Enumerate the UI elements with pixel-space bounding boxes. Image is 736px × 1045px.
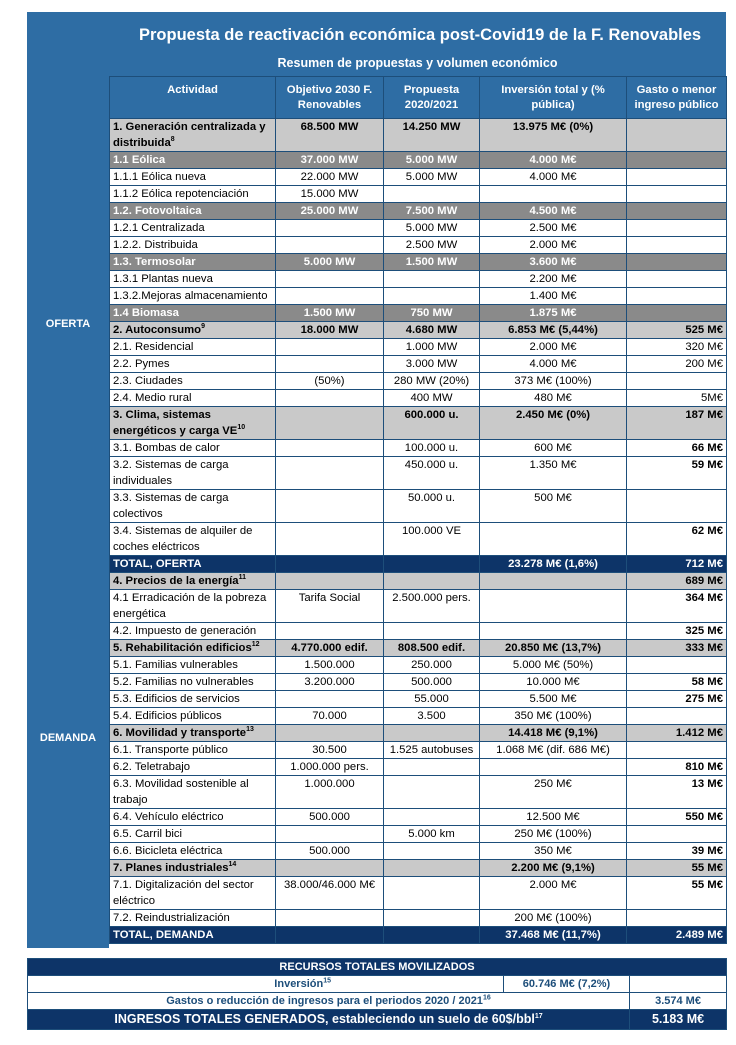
gasto-cell: 550 M€ bbox=[627, 809, 727, 826]
table-row bbox=[110, 440, 727, 457]
actividad-cell: 6.5. Carril bici bbox=[110, 826, 276, 843]
objetivo-cell: 22.000 MW bbox=[276, 169, 384, 186]
gasto-cell: 66 M€ bbox=[627, 440, 727, 457]
resources-header-row bbox=[28, 959, 727, 976]
objetivo-cell: 25.000 MW bbox=[276, 203, 384, 220]
table-row bbox=[110, 590, 727, 623]
propuesta-cell: 600.000 u. bbox=[384, 407, 480, 440]
actividad-cell: 6.2. Teletrabajo bbox=[110, 759, 276, 776]
table-row bbox=[110, 691, 727, 708]
propuesta-cell bbox=[384, 623, 480, 640]
table-row bbox=[110, 657, 727, 674]
propuesta-cell: 400 MW bbox=[384, 390, 480, 407]
propuesta-cell: 7.500 MW bbox=[384, 203, 480, 220]
objetivo-cell: 3.200.000 bbox=[276, 674, 384, 691]
propuesta-cell bbox=[384, 860, 480, 877]
gasto-cell: 5M€ bbox=[627, 390, 727, 407]
inversion-cell: 2.500 M€ bbox=[480, 220, 627, 237]
actividad-cell: 1.3.1 Plantas nueva bbox=[110, 271, 276, 288]
propuesta-cell: 50.000 u. bbox=[384, 490, 480, 523]
objetivo-cell bbox=[276, 927, 384, 944]
summary-table bbox=[109, 76, 727, 944]
propuesta-cell: 280 MW (20%) bbox=[384, 373, 480, 390]
propuesta-cell: 100.000 VE bbox=[384, 523, 480, 556]
propuesta-cell: 3.000 MW bbox=[384, 356, 480, 373]
gasto-cell bbox=[627, 910, 727, 927]
inversion-cell: 6.853 M€ (5,44%) bbox=[480, 322, 627, 339]
inversion-cell bbox=[480, 573, 627, 590]
inversion-cell: 4.000 M€ bbox=[480, 356, 627, 373]
inversion-cell bbox=[480, 523, 627, 556]
propuesta-cell bbox=[384, 910, 480, 927]
inversion-cell: 2.200 M€ bbox=[480, 271, 627, 288]
actividad-cell: 1.1.2 Eólica repotenciación bbox=[110, 186, 276, 203]
table-row bbox=[110, 186, 727, 203]
objetivo-cell: 68.500 MW bbox=[276, 119, 384, 152]
table-row bbox=[110, 169, 727, 186]
propuesta-cell: 3.500 bbox=[384, 708, 480, 725]
table-row bbox=[110, 776, 727, 809]
gasto-cell bbox=[627, 305, 727, 322]
table-row bbox=[110, 288, 727, 305]
gasto-cell: 364 M€ bbox=[627, 590, 727, 623]
inversion-cell: 4.000 M€ bbox=[480, 169, 627, 186]
inversion-cell: 250 M€ (100%) bbox=[480, 826, 627, 843]
actividad-cell: 7.2. Reindustrialización bbox=[110, 910, 276, 927]
inversion-value: 60.746 M€ (7,2%) bbox=[504, 976, 630, 993]
actividad-cell: 1.4 Biomasa bbox=[110, 305, 276, 322]
objetivo-cell: 15.000 MW bbox=[276, 186, 384, 203]
gasto-cell: 55 M€ bbox=[627, 860, 727, 877]
objetivo-cell: 1.000.000 bbox=[276, 776, 384, 809]
propuesta-cell bbox=[384, 877, 480, 910]
objetivo-cell bbox=[276, 220, 384, 237]
inversion-cell: 2.200 M€ (9,1%) bbox=[480, 860, 627, 877]
inversion-cell: 23.278 M€ (1,6%) bbox=[480, 556, 627, 573]
actividad-cell: 5. Rehabilitación edificios$^{12}$ bbox=[110, 640, 276, 657]
gasto-cell: 712 M€ bbox=[627, 556, 727, 573]
table-row bbox=[110, 152, 727, 169]
actividad-cell: 1.1.1 Eólica nueva bbox=[110, 169, 276, 186]
actividad-cell: 6.1. Transporte público bbox=[110, 742, 276, 759]
propuesta-cell: 2.500.000 pers. bbox=[384, 590, 480, 623]
objetivo-cell bbox=[276, 457, 384, 490]
propuesta-cell bbox=[384, 556, 480, 573]
table-row bbox=[110, 305, 727, 322]
table-row bbox=[110, 623, 727, 640]
table-row bbox=[110, 573, 727, 590]
objetivo-cell: 500.000 bbox=[276, 809, 384, 826]
propuesta-cell: 1.525 autobuses bbox=[384, 742, 480, 759]
actividad-cell: 1.3. Termosolar bbox=[110, 254, 276, 271]
gasto-cell bbox=[627, 169, 727, 186]
objetivo-cell bbox=[276, 356, 384, 373]
objetivo-cell: 30.500 bbox=[276, 742, 384, 759]
objetivo-cell: 1.500 MW bbox=[276, 305, 384, 322]
objetivo-cell bbox=[276, 910, 384, 927]
objetivo-cell: (50%) bbox=[276, 373, 384, 390]
propuesta-cell: 55.000 bbox=[384, 691, 480, 708]
table-row bbox=[110, 910, 727, 927]
inversion-cell: 2.000 M€ bbox=[480, 339, 627, 356]
table-row bbox=[110, 237, 727, 254]
actividad-cell: 7. Planes industriales$^{14}$ bbox=[110, 860, 276, 877]
inversion-cell: 2.000 M€ bbox=[480, 237, 627, 254]
actividad-cell: 1.2.2. Distribuida bbox=[110, 237, 276, 254]
inversion-cell: 600 M€ bbox=[480, 440, 627, 457]
actividad-cell: 6. Movilidad y transporte$^{13}$ bbox=[110, 725, 276, 742]
inversion-cell: 200 M€ (100%) bbox=[480, 910, 627, 927]
table-row bbox=[110, 843, 727, 860]
actividad-cell: TOTAL, OFERTA bbox=[110, 556, 276, 573]
gasto-cell bbox=[627, 657, 727, 674]
sidebar-band bbox=[27, 12, 109, 948]
inversion-cell: 373 M€ (100%) bbox=[480, 373, 627, 390]
actividad-cell: 3.3. Sistemas de carga colectivos bbox=[110, 490, 276, 523]
table-row bbox=[110, 708, 727, 725]
header-gasto: Gasto o menor ingreso público bbox=[627, 77, 727, 119]
propuesta-cell: 5.000 MW bbox=[384, 220, 480, 237]
objetivo-cell: 500.000 bbox=[276, 843, 384, 860]
gasto-cell bbox=[627, 373, 727, 390]
table-row bbox=[110, 759, 727, 776]
table-row bbox=[110, 556, 727, 573]
propuesta-cell: 1.500 MW bbox=[384, 254, 480, 271]
gasto-cell bbox=[627, 220, 727, 237]
inversion-label: Inversión$^{15}$ bbox=[28, 976, 504, 993]
resources-summary bbox=[27, 958, 726, 1030]
table-header-row bbox=[110, 77, 727, 119]
propuesta-cell: 100.000 u. bbox=[384, 440, 480, 457]
propuesta-cell: 5.000 km bbox=[384, 826, 480, 843]
table-row bbox=[110, 877, 727, 910]
objetivo-cell bbox=[276, 440, 384, 457]
table-row bbox=[110, 407, 727, 440]
actividad-cell: 2.3. Ciudades bbox=[110, 373, 276, 390]
gasto-cell: 200 M€ bbox=[627, 356, 727, 373]
propuesta-cell: 808.500 edif. bbox=[384, 640, 480, 657]
gasto-cell bbox=[627, 152, 727, 169]
gasto-cell bbox=[627, 254, 727, 271]
gasto-cell bbox=[627, 826, 727, 843]
table-row bbox=[110, 742, 727, 759]
inversion-cell: 500 M€ bbox=[480, 490, 627, 523]
objetivo-cell bbox=[276, 407, 384, 440]
gasto-cell: 39 M€ bbox=[627, 843, 727, 860]
objetivo-cell: 5.000 MW bbox=[276, 254, 384, 271]
actividad-cell: 5.3. Edificios de servicios bbox=[110, 691, 276, 708]
inversion-cell: 350 M€ (100%) bbox=[480, 708, 627, 725]
inversion-cell: 2.450 M€ (0%) bbox=[480, 407, 627, 440]
table-row bbox=[110, 826, 727, 843]
gasto-cell: 320 M€ bbox=[627, 339, 727, 356]
propuesta-cell: 250.000 bbox=[384, 657, 480, 674]
propuesta-cell: 450.000 u. bbox=[384, 457, 480, 490]
objetivo-cell bbox=[276, 523, 384, 556]
table-row bbox=[110, 220, 727, 237]
table-row bbox=[110, 523, 727, 556]
actividad-cell: 5.1. Familias vulnerables bbox=[110, 657, 276, 674]
objetivo-cell: 1.000.000 pers. bbox=[276, 759, 384, 776]
actividad-cell: 1.2.1 Centralizada bbox=[110, 220, 276, 237]
gasto-cell: 55 M€ bbox=[627, 877, 727, 910]
ingresos-label: INGRESOS TOTALES GENERADOS, estableciendo un suelo de 60$/bbl$^{17}$ bbox=[28, 1010, 630, 1030]
gasto-cell: 325 M€ bbox=[627, 623, 727, 640]
gasto-cell bbox=[627, 119, 727, 152]
propuesta-cell bbox=[384, 927, 480, 944]
gasto-cell: 58 M€ bbox=[627, 674, 727, 691]
propuesta-cell bbox=[384, 186, 480, 203]
gasto-cell: 525 M€ bbox=[627, 322, 727, 339]
gasto-cell: 1.412 M€ bbox=[627, 725, 727, 742]
actividad-cell: 4. Precios de la energía$^{11}$ bbox=[110, 573, 276, 590]
actividad-cell: 1. Generación centralizada y distribuida$^8$ bbox=[110, 119, 276, 152]
inversion-cell: 37.468 M€ (11,7%) bbox=[480, 927, 627, 944]
actividad-cell: 3.1. Bombas de calor bbox=[110, 440, 276, 457]
propuesta-cell bbox=[384, 573, 480, 590]
objetivo-cell bbox=[276, 725, 384, 742]
gasto-cell bbox=[627, 271, 727, 288]
inversion-cell bbox=[480, 590, 627, 623]
gasto-cell: 187 M€ bbox=[627, 407, 727, 440]
actividad-cell: 3.4. Sistemas de alquiler de coches eléctricos bbox=[110, 523, 276, 556]
inversion-cell: 5.500 M€ bbox=[480, 691, 627, 708]
inversion-cell bbox=[480, 759, 627, 776]
inversion-cell: 350 M€ bbox=[480, 843, 627, 860]
actividad-cell: 5.4. Edificios públicos bbox=[110, 708, 276, 725]
objetivo-cell bbox=[276, 623, 384, 640]
table-row bbox=[110, 725, 727, 742]
propuesta-cell: 1.000 MW bbox=[384, 339, 480, 356]
propuesta-cell: 2.500 MW bbox=[384, 237, 480, 254]
objetivo-cell bbox=[276, 573, 384, 590]
propuesta-cell bbox=[384, 843, 480, 860]
table-row bbox=[110, 927, 727, 944]
page-title: Propuesta de reactivación económica post-Covid19 de la F. Renovables bbox=[139, 26, 702, 44]
actividad-cell: TOTAL, DEMANDA bbox=[110, 927, 276, 944]
demanda-label: DEMANDA bbox=[39, 732, 97, 744]
gasto-cell bbox=[627, 490, 727, 523]
actividad-cell: 1.3.2.Mejoras almacenamiento bbox=[110, 288, 276, 305]
actividad-cell: 3.2. Sistemas de carga individuales bbox=[110, 457, 276, 490]
actividad-cell: 5.2. Familias no vulnerables bbox=[110, 674, 276, 691]
inversion-cell: 4.000 M€ bbox=[480, 152, 627, 169]
inversion-cell: 4.500 M€ bbox=[480, 203, 627, 220]
inversion-empty bbox=[630, 976, 727, 993]
inversion-cell: 13.975 M€ (0%) bbox=[480, 119, 627, 152]
gasto-cell bbox=[627, 237, 727, 254]
inversion-cell: 12.500 M€ bbox=[480, 809, 627, 826]
table-row bbox=[110, 490, 727, 523]
objetivo-cell bbox=[276, 556, 384, 573]
propuesta-cell bbox=[384, 759, 480, 776]
objetivo-cell: 38.000/46.000 M€ bbox=[276, 877, 384, 910]
objetivo-cell bbox=[276, 691, 384, 708]
actividad-cell: 6.3. Movilidad sostenible al trabajo bbox=[110, 776, 276, 809]
gastos-label: Gastos o reducción de ingresos para el periodos 2020 / 2021$^{16}$ bbox=[28, 993, 630, 1010]
table-row bbox=[110, 322, 727, 339]
table-row bbox=[110, 809, 727, 826]
propuesta-cell bbox=[384, 776, 480, 809]
gasto-cell: 62 M€ bbox=[627, 523, 727, 556]
oferta-label: OFERTA bbox=[45, 318, 91, 330]
table-row bbox=[110, 254, 727, 271]
propuesta-cell: 500.000 bbox=[384, 674, 480, 691]
gasto-cell: 810 M€ bbox=[627, 759, 727, 776]
gasto-cell bbox=[627, 288, 727, 305]
propuesta-cell bbox=[384, 725, 480, 742]
table-row bbox=[110, 119, 727, 152]
table-row bbox=[110, 860, 727, 877]
inversion-cell bbox=[480, 186, 627, 203]
table-row bbox=[110, 271, 727, 288]
objetivo-cell: Tarifa Social bbox=[276, 590, 384, 623]
header-propuesta: Propuesta 2020/2021 bbox=[384, 77, 480, 119]
inversion-cell: 1.875 M€ bbox=[480, 305, 627, 322]
objetivo-cell: 37.000 MW bbox=[276, 152, 384, 169]
inversion-cell: 10.000 M€ bbox=[480, 674, 627, 691]
header-actividad: Actividad bbox=[110, 77, 276, 119]
gasto-cell: 333 M€ bbox=[627, 640, 727, 657]
actividad-cell: 1.1 Eólica bbox=[110, 152, 276, 169]
table-row bbox=[110, 390, 727, 407]
objetivo-cell bbox=[276, 271, 384, 288]
actividad-cell: 7.1. Digitalización del sector eléctrico bbox=[110, 877, 276, 910]
gastos-value: 3.574 M€ bbox=[630, 993, 727, 1010]
actividad-cell: 6.6. Bicicleta eléctrica bbox=[110, 843, 276, 860]
actividad-cell: 4.2. Impuesto de generación bbox=[110, 623, 276, 640]
table-row bbox=[110, 674, 727, 691]
actividad-cell: 2. Autoconsumo$^9$ bbox=[110, 322, 276, 339]
table-row bbox=[110, 356, 727, 373]
ingresos-value: 5.183 M€ bbox=[630, 1010, 727, 1030]
objetivo-cell bbox=[276, 490, 384, 523]
page-subtitle: Resumen de propuestas y volumen económico bbox=[277, 56, 558, 70]
gasto-cell bbox=[627, 742, 727, 759]
gasto-cell bbox=[627, 186, 727, 203]
inversion-cell: 1.400 M€ bbox=[480, 288, 627, 305]
actividad-cell: 2.1. Residencial bbox=[110, 339, 276, 356]
objetivo-cell bbox=[276, 826, 384, 843]
actividad-cell: 2.2. Pymes bbox=[110, 356, 276, 373]
table-row bbox=[110, 203, 727, 220]
table-row bbox=[110, 373, 727, 390]
propuesta-cell bbox=[384, 288, 480, 305]
resources-header: RECURSOS TOTALES MOVILIZADOS bbox=[28, 959, 727, 976]
objetivo-cell bbox=[276, 390, 384, 407]
ingresos-row bbox=[28, 1010, 727, 1030]
objetivo-cell: 1.500.000 bbox=[276, 657, 384, 674]
actividad-cell: 2.4. Medio rural bbox=[110, 390, 276, 407]
objetivo-cell: 18.000 MW bbox=[276, 322, 384, 339]
table-row bbox=[110, 339, 727, 356]
gasto-cell bbox=[627, 203, 727, 220]
inversion-cell: 480 M€ bbox=[480, 390, 627, 407]
actividad-cell: 3. Clima, sistemas energéticos y carga VE$^{10}$ bbox=[110, 407, 276, 440]
propuesta-cell: 5.000 MW bbox=[384, 152, 480, 169]
table-row bbox=[110, 457, 727, 490]
inversion-cell: 14.418 M€ (9,1%) bbox=[480, 725, 627, 742]
gasto-cell: 275 M€ bbox=[627, 691, 727, 708]
inversion-cell bbox=[480, 623, 627, 640]
objetivo-cell bbox=[276, 860, 384, 877]
actividad-cell: 1.2. Fotovoltaica bbox=[110, 203, 276, 220]
gastos-row bbox=[28, 993, 727, 1010]
inversion-cell: 20.850 M€ (13,7%) bbox=[480, 640, 627, 657]
gasto-cell bbox=[627, 708, 727, 725]
propuesta-cell: 4.680 MW bbox=[384, 322, 480, 339]
propuesta-cell bbox=[384, 271, 480, 288]
objetivo-cell: 70.000 bbox=[276, 708, 384, 725]
table-row bbox=[110, 640, 727, 657]
actividad-cell: 6.4. Vehículo eléctrico bbox=[110, 809, 276, 826]
propuesta-cell: 14.250 MW bbox=[384, 119, 480, 152]
inversion-row bbox=[28, 976, 727, 993]
objetivo-cell bbox=[276, 288, 384, 305]
inversion-cell: 2.000 M€ bbox=[480, 877, 627, 910]
inversion-cell: 1.068 M€ (dif. 686 M€) bbox=[480, 742, 627, 759]
gasto-cell: 13 M€ bbox=[627, 776, 727, 809]
gasto-cell: 689 M€ bbox=[627, 573, 727, 590]
objetivo-cell: 4.770.000 edif. bbox=[276, 640, 384, 657]
objetivo-cell bbox=[276, 339, 384, 356]
propuesta-cell: 750 MW bbox=[384, 305, 480, 322]
inversion-cell: 3.600 M€ bbox=[480, 254, 627, 271]
header-inversion: Inversión total y (% pública) bbox=[480, 77, 627, 119]
gasto-cell: 59 M€ bbox=[627, 457, 727, 490]
header-objetivo: Objetivo 2030 F. Renovables bbox=[276, 77, 384, 119]
inversion-cell: 250 M€ bbox=[480, 776, 627, 809]
propuesta-cell bbox=[384, 809, 480, 826]
title-block bbox=[109, 12, 726, 76]
objetivo-cell bbox=[276, 237, 384, 254]
inversion-cell: 1.350 M€ bbox=[480, 457, 627, 490]
actividad-cell: 4.1 Erradicación de la pobreza energética bbox=[110, 590, 276, 623]
propuesta-cell: 5.000 MW bbox=[384, 169, 480, 186]
inversion-cell: 5.000 M€ (50%) bbox=[480, 657, 627, 674]
resources-table bbox=[27, 958, 727, 1030]
gasto-cell: 2.489 M€ bbox=[627, 927, 727, 944]
